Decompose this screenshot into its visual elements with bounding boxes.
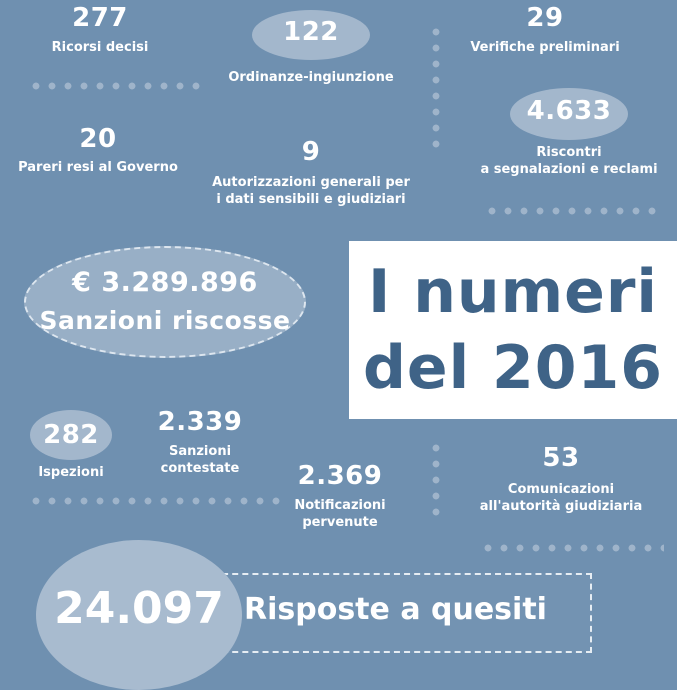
- dotted-divider: [28, 82, 204, 90]
- stat-value: 277: [72, 3, 128, 33]
- stat-label: Verifiche preliminari: [470, 40, 620, 55]
- stat-value: 29: [526, 3, 564, 33]
- stat-label: Sanzioni: [168, 444, 232, 459]
- stat-ispezioni: [22, 420, 120, 481]
- stat-quesiti-value: 24.097: [54, 583, 224, 634]
- stat-label: Sanzioni riscosse: [39, 306, 291, 335]
- stat-value: 53: [542, 443, 580, 473]
- stat-sanzioni-riscosse: [24, 266, 306, 338]
- stat-pareri: [8, 124, 188, 176]
- title-box: [349, 241, 677, 419]
- stat-value: 4.633: [526, 96, 612, 126]
- stat-verifiche: [450, 3, 640, 56]
- dotted-divider: [432, 440, 440, 524]
- stat-value: 2.339: [157, 407, 243, 437]
- stat-label: Ricorsi decisi: [51, 40, 149, 55]
- stat-label: Notificazioni: [294, 498, 386, 513]
- stat-label: all'autorità giudiziaria: [479, 499, 643, 514]
- stat-value: 9: [301, 137, 321, 167]
- stat-quesiti-label: Risposte a quesiti: [244, 592, 547, 627]
- page-title-line1: I numeri: [367, 257, 658, 327]
- stat-label: Pareri resi al Governo: [18, 160, 178, 175]
- stat-value: 122: [283, 17, 339, 47]
- stat-ordinanze: [206, 17, 416, 86]
- stat-label: Ispezioni: [38, 465, 104, 480]
- dotted-divider: [484, 207, 660, 215]
- stat-comunicazioni: [466, 443, 656, 515]
- stat-label: a segnalazioni e reclami: [480, 162, 658, 177]
- stat-notificazioni: [270, 461, 410, 531]
- stat-label: Riscontri: [536, 145, 602, 160]
- stat-ricorsi: [20, 3, 180, 56]
- stat-autorizzazioni: [196, 137, 426, 208]
- stat-sanzioni-contestate: [140, 407, 260, 477]
- stat-label: i dati sensibili e giudiziari: [216, 192, 406, 207]
- dotted-divider: [480, 544, 664, 552]
- stat-value: 282: [43, 420, 99, 450]
- dotted-divider: [28, 497, 280, 505]
- stat-riscontri: [460, 96, 677, 178]
- stat-value: 2.369: [297, 461, 383, 491]
- dotted-divider: [432, 24, 440, 148]
- stat-value: 20: [79, 124, 117, 154]
- stat-label: Ordinanze-ingiunzione: [228, 70, 394, 85]
- stat-label: contestate: [160, 461, 240, 476]
- stat-value: € 3.289.896: [72, 267, 258, 298]
- stat-label: Autorizzazioni generali per: [212, 175, 410, 190]
- stat-label: pervenute: [302, 515, 378, 530]
- page-title-line2: del 2016: [362, 333, 664, 403]
- stat-label: Comunicazioni: [507, 482, 615, 497]
